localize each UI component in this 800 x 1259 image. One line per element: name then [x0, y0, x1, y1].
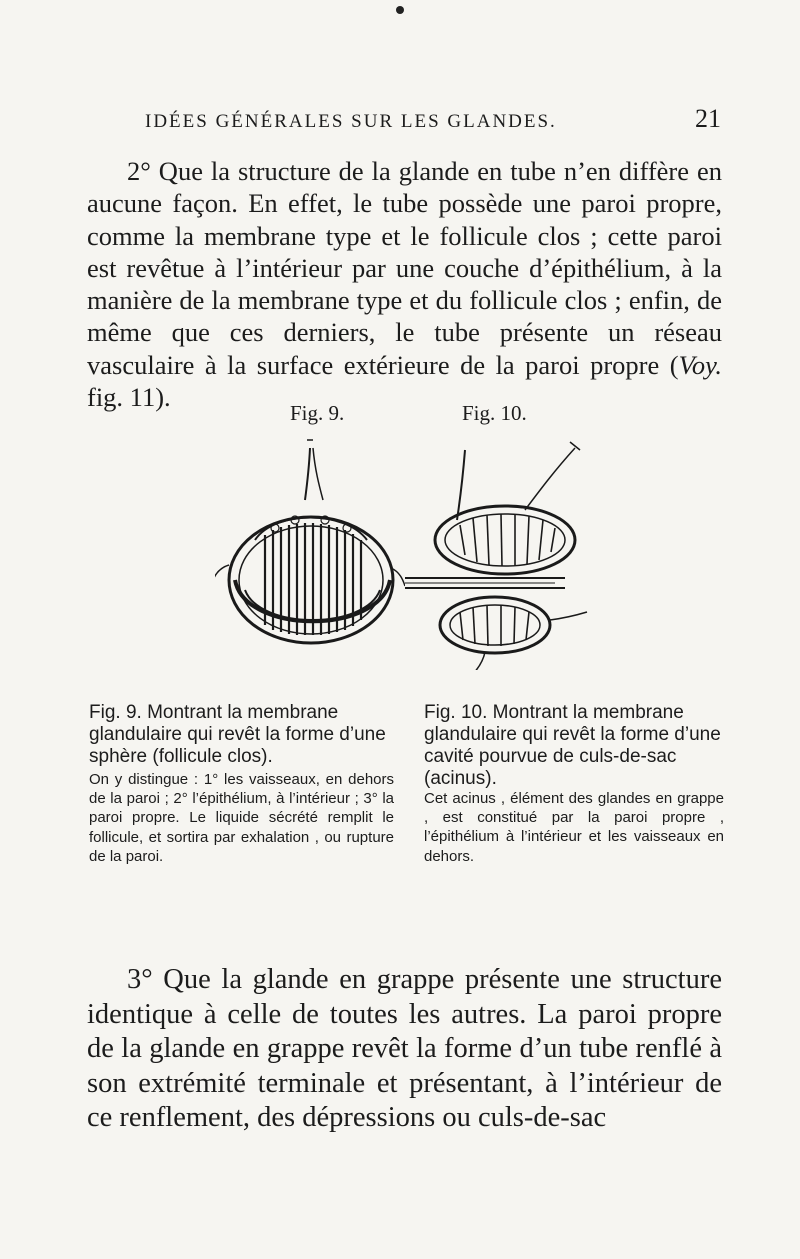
- paragraph-1-text: 2° Que la structure de la glande en tube n’en diffère en aucune façon. En effet, le tube possède une paroi propre, comme la membrane type et le follicule clos ; cette paroi est revêtue à l’intérieur par une couche d’épithélium, à la manière de la membrane type et du follicule clos ; enfin, de même que ces derniers, le tube présente un réseau vasculaire à la surface extérieure de la paroi propre (: [87, 156, 722, 380]
- fig9-vessel-top: [305, 448, 310, 500]
- paragraph-1: [87, 155, 722, 413]
- fig9-label: Fig. 9.: [290, 401, 345, 425]
- fig9-illustration: [215, 430, 405, 660]
- running-head: IDÉES GÉNÉRALES SUR LES GLANDES.: [145, 111, 557, 132]
- ink-dot: [396, 6, 404, 14]
- fig10-illustration: [405, 430, 595, 670]
- voy-abbrev: Voy.: [678, 349, 722, 380]
- fig9-caption-title: Fig. 9. Montrant la membrane glandulaire qui revêt la forme d’une sphère (follicule clos).: [89, 702, 386, 767]
- fig10-upper-lobe: [435, 506, 575, 574]
- fig9-sphere-wall: [229, 517, 393, 643]
- fig9-caption-body: On y distingue : 1° les vaisseaux, en dehors de la paroi ; 2° l’épithélium, à l’intérieur ; 3° la paroi propre. Le liquide sécrété remplit le follicule, et sortira par exhalation , ou rupture de la paroi.: [89, 771, 394, 865]
- fig10-vessel-top: [457, 450, 465, 520]
- fig-reference: fig. 11).: [87, 382, 171, 413]
- fig10-label: Fig. 10.: [462, 401, 527, 425]
- fig10-caption-title: Fig. 10. Montrant la membrane glandulaire qui revêt la forme d’une cavité pourvue de culs-de-sac (acinus).: [424, 702, 721, 789]
- paragraph-2: 3° Que la glande en grappe présente une structure identique à celle de toutes les autres. La paroi propre de la glande en grappe revêt la forme d’un tube renflé à son extrémité terminale et présentant, à l’intérieur de ce renflement, des dépressions ou culs-de-sac: [87, 964, 722, 1133]
- page-number: 21: [695, 104, 721, 133]
- fig10-caption-body: Cet acinus , élément des glandes en grappe , est constitué par la paroi propre , l’épithélium à l’intérieur et les vaisseaux en dehors.: [424, 790, 724, 865]
